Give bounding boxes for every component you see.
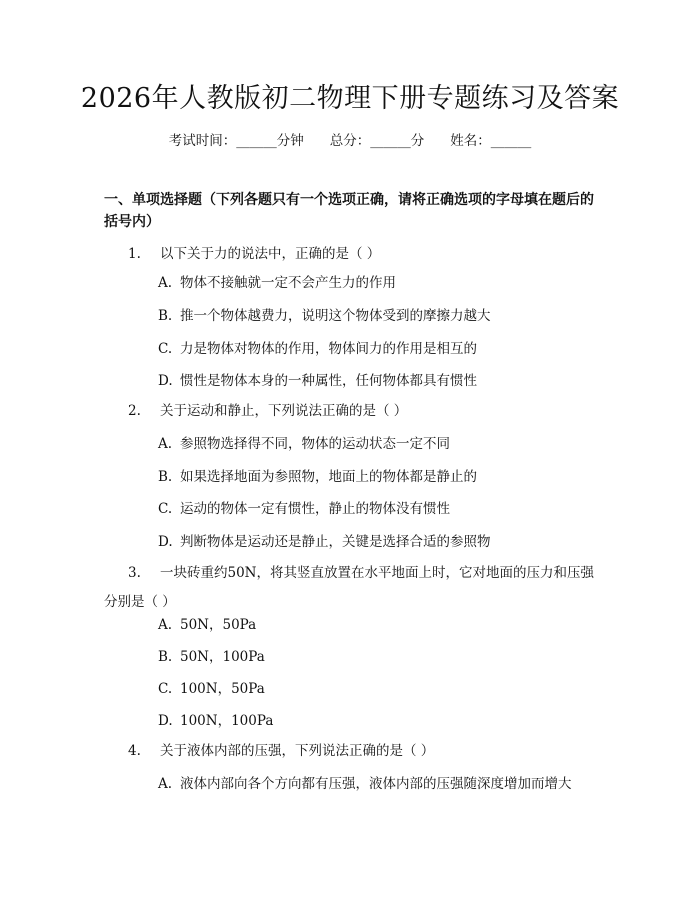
- option-letter: C.: [158, 501, 173, 517]
- option-letter: C.: [158, 341, 173, 357]
- option-letter: A.: [158, 275, 173, 291]
- question-2-option-a: [158, 435, 598, 453]
- option-letter: A.: [158, 436, 173, 452]
- option-text: 50N，50Pa: [180, 617, 257, 633]
- question-2-option-c: [158, 500, 598, 518]
- option-text: 100N，100Pa: [180, 713, 274, 729]
- option-text: 推一个物体越费力，说明这个物体受到的摩擦力越大: [180, 308, 491, 324]
- option-letter: B.: [158, 308, 173, 324]
- option-text: 判断物体是运动还是静止，关键是选择合适的参照物: [180, 534, 491, 550]
- option-letter: C.: [158, 681, 173, 697]
- question-2-option-d: [158, 533, 598, 551]
- option-text: 如果选择地面为参照物，地面上的物体都是静止的: [180, 469, 477, 485]
- option-text: 惯性是物体本身的一种属性，任何物体都具有惯性: [180, 373, 477, 389]
- option-letter: D.: [158, 534, 173, 550]
- question-2: [104, 397, 599, 426]
- option-text: 100N，50Pa: [180, 681, 265, 697]
- question-1-option-a: [158, 274, 598, 292]
- option-text: 液体内部向各个方向都有压强，液体内部的压强随深度增加而增大: [180, 776, 572, 792]
- question-number: 3.: [128, 565, 141, 581]
- question-3: [104, 559, 599, 617]
- question-3-option-d: [158, 712, 598, 730]
- page-title: 2026年人教版初二物理下册专题练习及答案: [80, 83, 620, 114]
- option-text: 运动的物体一定有惯性，静止的物体没有惯性: [180, 501, 450, 517]
- question-number: 4.: [128, 743, 141, 759]
- question-stem: 以下关于力的说法中，正确的是（ ）: [160, 246, 381, 262]
- question-stem: 一块砖重约50N，将其竖直放置在水平地面上时，它对地面的压力和压强分别是（ ）: [104, 565, 594, 610]
- option-text: 物体不接触就一定不会产生力的作用: [180, 275, 396, 291]
- student-name-field: 姓名：______: [450, 133, 532, 149]
- option-letter: B.: [158, 649, 173, 665]
- question-4: [104, 737, 599, 766]
- option-letter: D.: [158, 713, 173, 729]
- option-text: 力是物体对物体的作用，物体间力的作用是相互的: [180, 341, 477, 357]
- question-3-option-b: [158, 648, 598, 666]
- question-3-option-a: [158, 616, 598, 634]
- exam-time-field: 考试时间：______分钟: [168, 133, 304, 149]
- question-stem: 关于运动和静止，下列说法正确的是（ ）: [160, 403, 408, 419]
- question-1: [104, 240, 599, 269]
- question-number: 1.: [128, 246, 141, 262]
- option-text: 50N，100Pa: [180, 649, 265, 665]
- question-3-option-c: [158, 680, 598, 698]
- option-letter: D.: [158, 373, 173, 389]
- question-1-option-c: [158, 340, 598, 358]
- question-number: 2.: [128, 403, 141, 419]
- exam-info-line: [0, 132, 700, 150]
- question-4-option-a: [158, 775, 598, 793]
- option-text: 参照物选择得不同，物体的运动状态一定不同: [180, 436, 450, 452]
- section-heading: 一、单项选择题（下列各题只有一个选项正确，请将正确选项的字母填在题后的括号内）: [104, 192, 594, 230]
- total-score-field: 总分：______分: [329, 133, 425, 149]
- question-2-option-b: [158, 468, 598, 486]
- option-letter: A.: [158, 776, 173, 792]
- question-1-option-b: [158, 307, 598, 325]
- option-letter: B.: [158, 469, 173, 485]
- question-1-option-d: [158, 372, 598, 390]
- option-letter: A.: [158, 617, 173, 633]
- question-stem: 关于液体内部的压强，下列说法正确的是（ ）: [160, 743, 435, 759]
